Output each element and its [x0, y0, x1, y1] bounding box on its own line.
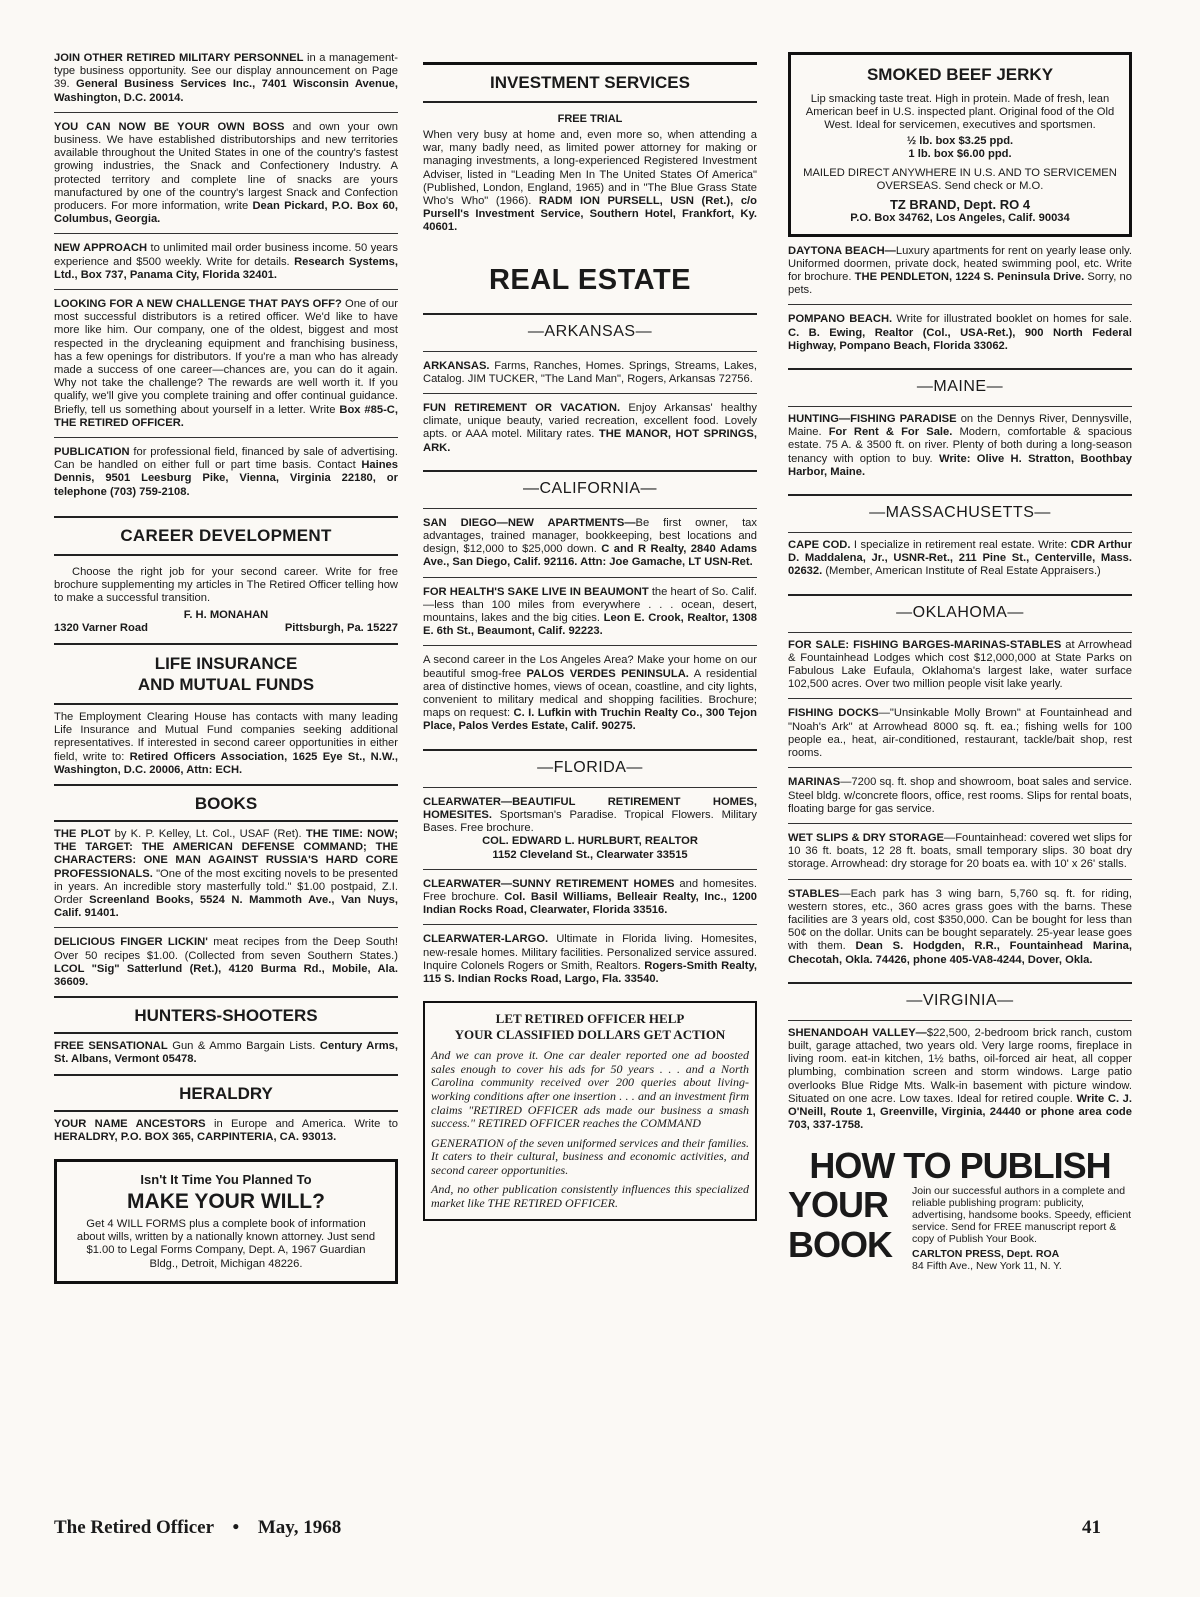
ad-lead: POMPANO BEACH.	[788, 313, 893, 326]
ad-lead: SAN DIEGO—NEW APARTMENTS—	[423, 516, 636, 529]
ad-body: to unlimited mail order business income. 50 years experience and $500 weekly. Write for details.	[54, 242, 398, 268]
ad-contact-name: COL. EDWARD L. HURLBURT, REALTOR	[482, 835, 698, 848]
ad-contact: Leon E. Crook, Realtor, 1308 E. 6th St., Beaumont, Calif. 92223.	[423, 612, 757, 638]
state-heading-arkansas: —ARKANSAS—	[423, 313, 757, 341]
promo-title: LET RETIRED OFFICER HELP	[495, 1011, 685, 1027]
ad-body: and homesites. Free brochure.	[423, 877, 757, 903]
issue-date: May, 1968	[257, 1517, 342, 1538]
ad-body: in Europe and America. Write to	[205, 1117, 398, 1130]
will-body: Get 4 WILL FORMS plus a complete book of information about wills, written by a nationally known attorney. Just send $1.00 to Legal Forms Company, Dept. A, 1967 Guardian Bldg., Detroit, Michigan 48226.	[76, 1217, 376, 1270]
ad-body: Sorry, no pets.	[788, 271, 1132, 297]
ad-lead: For Rent & For Sale.	[828, 426, 953, 439]
ad-body: Gun & Ammo Bargain Lists.	[167, 1040, 320, 1053]
ad-body: —Each park has 3 wing barn, 5,760 sq. ft. for riding, western stores, etc., 360 acres grass goes with the barns. These facilities are 3 years old, cost $350,000. Can be bought for less than 50¢ on the dollar. Units can be bought separately. 25-year lease goes with them.	[788, 887, 1132, 953]
state-heading-virginia: —VIRGINIA—	[788, 982, 1132, 1010]
jerky-price: 1 lb. box $6.00 ppd.	[908, 147, 1012, 160]
classified-ad-finger-lickin	[54, 936, 398, 998]
will-ad-box	[54, 1159, 398, 1284]
state-heading-maine: —MAINE—	[788, 368, 1132, 396]
ad-body: —Fountainhead: covered wet slips for 10 36 ft. boats, 12 28 ft. boats, small temporary slips. 30 boat dry storage. Arrowhead: dry storage for 20 boats ea. with 10' x 26' stalls.	[788, 831, 1132, 871]
investment-ad	[423, 129, 757, 242]
ad-lead: STABLES	[788, 887, 840, 900]
ad-lead: THE PLOT	[54, 827, 111, 840]
california-ad-1	[423, 508, 757, 578]
ad-contact: THE PENDLETON, 1224 S. Peninsula Drive.	[854, 271, 1085, 284]
virginia-ad	[788, 1020, 1132, 1140]
ad-body: on the Dennys River, Dennysville, Maine.	[788, 413, 1132, 439]
ad-body: at Arrowhead & Fountainhead Lodges which cost $12,000,000 at State Parks on Fabulous Lake Eufaula, Oklahoma's largest lake, water surface 102,500 acres. Over two million people visit lake yearly.	[788, 638, 1133, 691]
ad-contact: Write: Olive H. Stratton, Boothbay Harbor, Maine.	[788, 452, 1132, 478]
ad-contact: General Business Services Inc., 7401 Wisconsin Avenue, Washington, D.C. 20014.	[54, 78, 398, 104]
promo-paragraph: And we can prove it. One car dealer reported one ad boosted sales enough to cover his ads for 50 years . . . and a North Carolina community received over 200 queries about living-working conditions after one insertion . . . and an investment firm claims "RETIRED OFFICER ads made our business a smash success." RETIRED OFFICER reaches the COMMAND	[431, 1048, 749, 1131]
florida-ad-1	[423, 787, 757, 870]
ad-contact: CDR Arthur D. Maddalena, Jr., USNR-Ret., 211 Pine St., Centerville, Mass. 02632.	[788, 539, 1132, 578]
heading-line: AND MUTUAL FUNDS	[137, 674, 315, 694]
ad-body: meat recipes from the Deep South! Over 50 recipes $1.00. (Collected from seven Southern States.)	[54, 936, 398, 962]
books-ad	[54, 820, 398, 928]
ad-lead: YOU CAN NOW BE YOUR OWN BOSS	[54, 120, 285, 133]
ad-contact: THE MANOR, HOT SPRINGS, ARK.	[423, 428, 757, 454]
ad-lead: FISHING DOCKS	[788, 707, 879, 720]
column-middle	[423, 52, 757, 1221]
ad-lead: FREE SENSATIONAL	[54, 1040, 168, 1053]
classified-ad-new-approach	[54, 242, 398, 290]
page-number: 41	[1082, 1517, 1101, 1538]
ad-body: (Member, American Institute of Real Estate Appraisers.)	[822, 565, 1101, 578]
ad-lead: SHENANDOAH VALLEY—	[788, 1026, 927, 1039]
ad-body: and own your own business. We have established distributorships and new territories available throughout the United States in one of the country's fastest growing industries, the Snack and Confectionery Industry. A protected territory and complete line of snacks are yours manufactured by one of the country's largest Snack and Confection producers. For more information, write	[54, 120, 398, 213]
ad-body: Write for illustrated booklet on homes for sale.	[892, 313, 1132, 326]
ad-lead: DAYTONA BEACH—	[788, 244, 896, 257]
ad-lead: FOR SALE: FISHING BARGES-MARINAS-STABLES	[788, 638, 1062, 651]
jerky-price: ½ lb. box $3.25 ppd.	[906, 134, 1014, 147]
promo-subtitle: YOUR CLASSIFIED DOLLARS GET ACTION	[454, 1027, 726, 1043]
heading-line: LIFE INSURANCE	[154, 653, 298, 673]
arkansas-ad-2	[423, 402, 757, 462]
ad-body: by K. P. Kelley, Lt. Col., USAF (Ret).	[110, 827, 306, 840]
will-title: MAKE YOUR WILL?	[127, 1189, 325, 1213]
ad-lead: CAPE COD.	[788, 539, 851, 552]
ad-lead: FUN RETIREMENT OR VACATION.	[423, 402, 621, 415]
heraldry-ad	[54, 1110, 398, 1151]
jerky-body: Lip smacking taste treat. High in protein. Made of fresh, lean American beef in U.S. inspected plant. Original food of the Old West. Ideal for servicemen, executives and sportsmen.	[805, 93, 1115, 132]
ad-body: the heart of So. Calif.—less than 100 miles from everywhere . . . ocean, desert, mountains, lakes and the big cities.	[423, 585, 757, 625]
oklahoma-ad-4	[788, 832, 1132, 880]
california-ad-2	[423, 586, 757, 647]
florida-ad-2	[423, 878, 757, 926]
will-headline: Isn't It Time You Planned To	[140, 1171, 312, 1187]
ad-body: Modern, comfortable & spacious estate. 75 A. & 3500 ft. on river. Plenty of both during a long-season tenancy with option to buy.	[788, 426, 1132, 465]
ad-body: The Employment Clearing House has contacts with many leading Life Insurance and Mutual Fund companies seeking additional representatives. If interested in second career opportunities in either field, write to:	[54, 710, 398, 763]
publish-address: 84 Fifth Ave., New York 11, N. Y.	[912, 1260, 1062, 1273]
column-left	[54, 52, 398, 1292]
oklahoma-ad-2	[788, 707, 1132, 768]
ad-body: "One of the most exciting novels to be presented in years. An incredible story masterfully told." $1.00 postpaid, Z.I. Order	[54, 867, 398, 906]
california-ad-3	[423, 654, 757, 740]
ad-body: Be first owner, tax advantages, trained manager, bookkeeping, best locations and design, $12,000 to $25,000 down.	[423, 516, 757, 556]
career-ad	[54, 566, 398, 645]
classified-ad-join	[54, 52, 398, 113]
ad-lead: LOOKING FOR A NEW CHALLENGE THAT PAYS OFF?	[54, 298, 342, 311]
ad-contact: Col. Basil Williams, Belleair Realty, Inc., 1200 Indian Rocks Road, Clearwater, Florida 33516.	[423, 890, 757, 917]
column-right	[788, 52, 1132, 1272]
section-heading-career: CAREER DEVELOPMENT	[54, 516, 398, 556]
ad-contact-address: 1152 Cleveland St., Clearwater 33515	[492, 848, 688, 861]
ad-contact: Retired Officers Association, 1625 Eye St., N.W., Washington, D.C. 20006, Attn: ECH.	[54, 750, 399, 776]
state-heading-massachusetts: —MASSACHUSETTS—	[788, 494, 1132, 522]
ad-body: $22,500, 2-bedroom brick ranch, custom built, garage attached, two years old. Very large rooms, fireplace in living room. eat-in kitchen, 1½ baths, oil-forced air heat, all copper plumbing, combination screen and storm windows. Large patio overlooks Blue Ridge Mts. Walk-in basement with picture window. Situated on one acre. Low taxes. Ideal for retired couple.	[788, 1026, 1133, 1105]
ad-contact: Dean Pickard, P.O. Box 60, Columbus, Georgia.	[54, 200, 398, 226]
jerky-brand: TZ BRAND, Dept. RO 4	[889, 197, 1031, 213]
ad-contact: Haines Dennis, 9501 Leesburg Pike, Vienna, Virginia 22180, or telephone (703) 759-2108.	[54, 459, 398, 498]
ad-body-caps: THE TIME: NOW; THE TARGET: THE AMERICAN DEFENSE COMMAND; THE CHARACTERS: ONE MAN AGAINST RUSSIA'S HARD CORE PROFESSIONALS.	[54, 827, 398, 880]
ad-lead: FOR HEALTH'S SAKE LIVE IN BEAUMONT	[423, 585, 649, 598]
publish-word-book: BOOK	[788, 1224, 892, 1266]
classified-ad-own-boss	[54, 121, 398, 235]
ad-lead: PALOS VERDES PENINSULA.	[526, 667, 689, 680]
jerky-ad-box	[788, 52, 1132, 237]
ad-body: When very busy at home and, even more so, when attending a war, many badly need, as limited power attorney for making or managing investments, a long-experienced Registered Investment Adviser, listed in "Leading Men In The United States Of America" (Published, London, England, 1965) and in "The Blue Grass State Who's Who" (1966).	[423, 129, 757, 208]
ad-contact: Century Arms, St. Albans, Vermont 05478.	[54, 1040, 398, 1066]
ad-lead: ARKANSAS.	[423, 359, 490, 372]
ad-body: Ultimate in Florida living. Homesites, new-resale homes. Military facilities. Personalized service assured. Inquire Colonels Rogers or Smith, Realtors.	[423, 933, 757, 972]
promo-box	[423, 1001, 757, 1221]
ad-contact: Write C. J. O'Neill, Route 1, Greenville, Virginia, 24440 or phone area code 703, 337-1758.	[788, 1092, 1132, 1132]
promo-paragraph: And, no other publication consistently influences this specialized market like THE RETIRED OFFICER.	[431, 1182, 749, 1211]
ad-lead: HUNTING—FISHING PARADISE	[788, 413, 957, 426]
ad-lead: CLEARWATER—SUNNY RETIREMENT HOMES	[423, 877, 675, 890]
publish-body: Join our successful authors in a complete and reliable publishing program: publicity, advertising, handsome books. Speedy, efficient service. Send for FREE manuscript report & copy of Publish Your Book.	[912, 1185, 1132, 1246]
ad-contact: C. B. Ewing, Realtor (Col., USA-Ret.), 900 North Federal Highway, Pompano Beach, Florida 33062.	[788, 326, 1132, 352]
ad-body: —7200 sq. ft. shop and showroom, boat sales and service. Steel bldg. w/concrete floors, office, rest rooms. Slips for rental boats, floating barge for gas service.	[788, 776, 1132, 815]
section-heading-life-insurance	[54, 653, 398, 695]
investment-subheading: FREE TRIAL	[557, 113, 623, 125]
ad-body: Sportsman's Paradise. Tropical Flowers. Military Bases. Free brochure.	[423, 808, 757, 835]
publish-book-ad	[788, 1147, 1132, 1272]
ad-lead: YOUR NAME ANCESTORS	[54, 1117, 206, 1130]
ad-lead: DELICIOUS FINGER LICKIN'	[54, 936, 208, 949]
pompano-ad	[788, 313, 1132, 360]
ad-lead: MARINAS	[788, 776, 841, 789]
publish-word-your: YOUR	[788, 1184, 889, 1226]
ad-lead: CLEARWATER—BEAUTIFUL RETIREMENT HOMES, HOMESITES.	[423, 795, 757, 821]
career-name: F. H. MONAHAN	[183, 608, 269, 621]
ad-lead: PUBLICATION	[54, 446, 130, 459]
real-estate-heading: REAL ESTATE	[488, 263, 692, 296]
ad-body: A second career in the Los Angeles Area? Make your home on our beautiful smog-free	[423, 654, 757, 680]
magazine-title: The Retired Officer	[54, 1517, 214, 1538]
jerky-mail-info: MAILED DIRECT ANYWHERE IN U.S. AND TO SERVICEMEN OVERSEAS. Send check or M.O.	[803, 167, 1117, 193]
massachusetts-ad	[788, 532, 1132, 586]
state-heading-oklahoma: —OKLAHOMA—	[788, 594, 1132, 622]
ad-lead: NEW APPROACH	[54, 242, 148, 255]
publish-company: CARLTON PRESS, Dept. ROA	[912, 1248, 1060, 1261]
ad-contact: Screenland Books, 5524 N. Mammoth Ave., Van Nuys, Calif. 91401.	[54, 893, 398, 920]
section-heading-investment: INVESTMENT SERVICES	[423, 62, 757, 103]
daytona-ad	[788, 245, 1132, 306]
classified-ad-challenge	[54, 298, 398, 438]
ad-contact: Research Systems, Ltd., Box 737, Panama City, Florida 32401.	[54, 255, 398, 281]
oklahoma-ad-1	[788, 632, 1132, 700]
ad-lead: CLEARWATER-LARGO.	[423, 933, 549, 946]
ad-body: A residential area of distinctive homes, views of ocean, coastline, and city lights, convenient to military medical and shopping facilities. Brochure; maps on request:	[423, 667, 758, 720]
state-heading-florida: —FLORIDA—	[423, 749, 757, 777]
ad-body: Luxury apartments for rent on yearly lease only. Uniformed doormen, private dock, heated swimming pool, etc. Write for brochure.	[788, 244, 1132, 284]
ad-body: for professional field, financed by sale of advertising. Can be handled on either full or part time basis. Contact	[54, 446, 398, 472]
ad-lead: JOIN OTHER RETIRED MILITARY PERSONNEL	[54, 52, 304, 64]
publish-text	[912, 1185, 1132, 1272]
classified-ad-publication	[54, 446, 398, 506]
promo-paragraph: GENERATION of the seven uniformed services and their families. It caters to their cultural, business and economic activities, and second career opportunities.	[431, 1135, 749, 1177]
publish-side-words	[788, 1185, 912, 1265]
arkansas-ad-1	[423, 351, 757, 394]
jerky-address: P.O. Box 34762, Los Angeles, Calif. 90034	[850, 212, 1070, 225]
ad-body: Enjoy Arkansas' healthy climate, unique beauty, varied recreation, excellent food. Lovely apts. or AAA motel. Military rates.	[423, 402, 757, 441]
ad-contact: RADM ION PURSELL, USN (Ret.), c/o Pursell's Investment Service, Southern Hotel, Frankfort, Ky. 40601.	[423, 195, 757, 234]
address-street: 1320 Varner Road	[54, 621, 148, 634]
career-address	[54, 622, 398, 635]
publish-headline: HOW TO PUBLISH	[809, 1145, 1111, 1187]
ad-body: in a management-type business opportunity. See our display announcement on Page 39.	[54, 52, 398, 91]
section-heading-books: BOOKS	[194, 793, 258, 813]
oklahoma-ad-5	[788, 888, 1132, 974]
ad-contact: Rogers-Smith Realty, 115 S. Indian Rocks Road, Largo, Fla. 33540.	[423, 959, 758, 985]
career-body: Choose the right job for your second career. Write for free brochure supplementing my articles in The Retired Officer telling how to make a successful transition.	[54, 565, 398, 605]
address-city: Pittsburgh, Pa. 15227	[284, 621, 398, 634]
state-heading-california: —CALIFORNIA—	[423, 470, 757, 498]
ad-body: Farms, Ranches, Homes. Springs, Streams, Lakes, Catalog. JIM TUCKER, "The Land Man", Rogers, Arkansas 72756.	[423, 359, 757, 385]
ad-body: One of our most successful distributors is a retired officer. We'd like to have more like him. Our company, one of the oldest, biggest and most respected in the drycleaning equipment and franchising business, has a few openings for distributors. If you're a man who has already made a success of one career—chances are, you can do it again. Why not take the challenge? The rewards are well worth it. If you qualify, we'll give you complete training and offer continual guidance. Briefly, tell us something about yourself in a letter. Write	[54, 298, 398, 416]
section-heading-hunters: HUNTERS-SHOOTERS	[134, 1006, 318, 1026]
section-heading-heraldry: HERALDRY	[179, 1083, 273, 1103]
jerky-title: SMOKED BEEF JERKY	[866, 65, 1054, 84]
ad-contact: HERALDRY, P.O. BOX 365, CARPINTERIA, CA. 93013.	[54, 1130, 337, 1143]
maine-ad	[788, 406, 1132, 486]
ad-contact: Box #85-C, THE RETIRED OFFICER.	[54, 403, 398, 429]
ad-contact: C and R Realty, 2840 Adams Ave., San Diego, Calif. 92116. Attn: Joe Gamache, LT USN-Ret.	[423, 543, 757, 569]
oklahoma-ad-3	[788, 776, 1132, 824]
life-insurance-ad	[54, 703, 398, 786]
ad-contact: LCOL "Sig" Satterlund (Ret.), 4120 Burma Rd., Mobile, Ala. 36609.	[54, 962, 398, 988]
ad-body: —"Unsinkable Molly Brown" at Fountainhead and "Noah's Ark" at Arrowhead 8000 sq. ft. ea.; fishing wells for 100 people ea., heat, air-conditioned, restaurant, tackle/bait shop, rest rooms.	[788, 707, 1132, 760]
ad-contact: Dean S. Hodgden, R.R., Fountainhead Marina, Checotah, Okla. 74426, phone 405-VA8-4244, Dover, Okla.	[788, 940, 1132, 966]
ad-contact: C. I. Lufkin with Truchin Realty Co., 300 Tejon Place, Palos Verdes Estate, Calif. 90275.	[423, 707, 757, 733]
hunters-ad	[54, 1032, 398, 1075]
florida-ad-3	[423, 933, 757, 993]
footer-bullet: •	[232, 1517, 240, 1538]
ad-body: I specialize in retirement real estate. Write:	[850, 539, 1071, 552]
ad-lead: WET SLIPS & DRY STORAGE	[788, 831, 944, 844]
footer-publication	[54, 1517, 341, 1539]
